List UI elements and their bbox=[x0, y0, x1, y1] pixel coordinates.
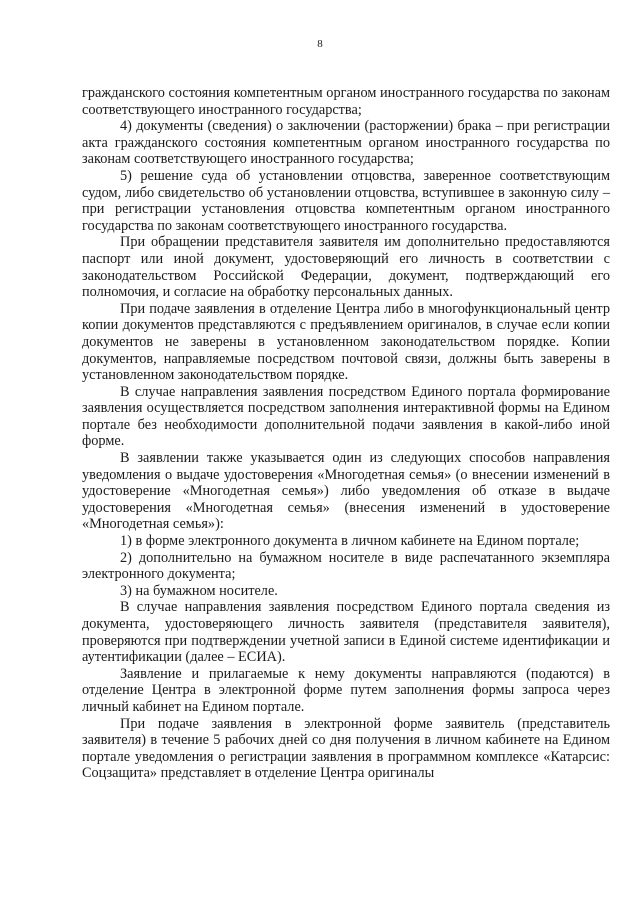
paragraph-method-2: 2) дополнительно на бумажном носителе в виде распечатанного экземпляра электронного документа; bbox=[82, 549, 610, 583]
document-body bbox=[82, 85, 610, 782]
paragraph-item-5: 5) решение суда об установлении отцовства, заверенное соответствующим судом, либо свидетельство об установлении отцовства, вступившее в законную силу – при регистрации установления отцовства компетентным органом иностранного государства по законам соответствующего иностранного государства. bbox=[82, 167, 610, 234]
paragraph-notification-methods: В заявлении также указывается один из следующих способов направления уведомления о выдаче удостоверения «Многодетная семья» (о внесении изменений в удостоверение «Многодетная семья») либо уведомления об отказе в выдаче удостоверения «Многодетная семья» (внесения изменений в удостоверение «Многодетная семья»): bbox=[82, 450, 610, 533]
paragraph-method-3: 3) на бумажном носителе. bbox=[120, 582, 278, 599]
paragraph-originals: При подаче заявления в электронной форме заявитель (представитель заявителя) в течение 5 рабочих дней со дня получения в личном кабинете на Едином портале уведомления о регистрации заявления в программном комплексе «Катарсис: Соцзащита» представляет в отделение Центра оригиналы bbox=[82, 715, 610, 782]
paragraph-esia: В случае направления заявления посредством Единого портала сведения из документа, удостоверяющего личность заявителя (представителя заявителя), проверяются при подтверждении учетной записи в Единой системе идентификации и аутентификации (далее – ЕСИА). bbox=[82, 599, 610, 666]
paragraph-portal-form: В случае направления заявления посредством Единого портала формирование заявления осуществляется посредством заполнения интерактивной формы на Едином портале без необходимости дополнительной подачи заявления в какой-либо иной форме. bbox=[82, 383, 610, 450]
paragraph-copies: При подаче заявления в отделение Центра либо в многофункциональный центр копии документов представляются с предъявлением оригиналов, в случае если копии документов не заверены в установленном законодательством порядке. Копии документов, направляемые посредством почтовой связи, должны быть заверены в установленном законодательством порядке. bbox=[82, 300, 610, 384]
paragraph-method-1: 1) в форме электронного документа в личном кабинете на Едином портале; bbox=[120, 533, 580, 550]
paragraph-item-4: 4) документы (сведения) о заключении (расторжении) брака – при регистрации акта гражданского состояния компетентным органом иностранного государства по законам соответствующего иностранного государства; bbox=[82, 118, 610, 168]
paragraph-electronic-submission: Заявление и прилагаемые к нему документы направляются (подаются) в отделение Центра в электронной форме путем заполнения формы запроса через личный кабинет на Едином портале. bbox=[82, 665, 610, 715]
paragraph-continuation: гражданского состояния компетентным органом иностранного государства по законам соответствующего иностранного государства; bbox=[82, 85, 610, 118]
page-number: 8 bbox=[317, 38, 323, 50]
paragraph-representative: При обращении представителя заявителя им дополнительно предоставляются паспорт или иной документ, удостоверяющий его личность в соответствии с законодательством Российской Федерации, документ, подтверждающий его полномочия, и согласие на обработку персональных данных. bbox=[82, 234, 610, 301]
